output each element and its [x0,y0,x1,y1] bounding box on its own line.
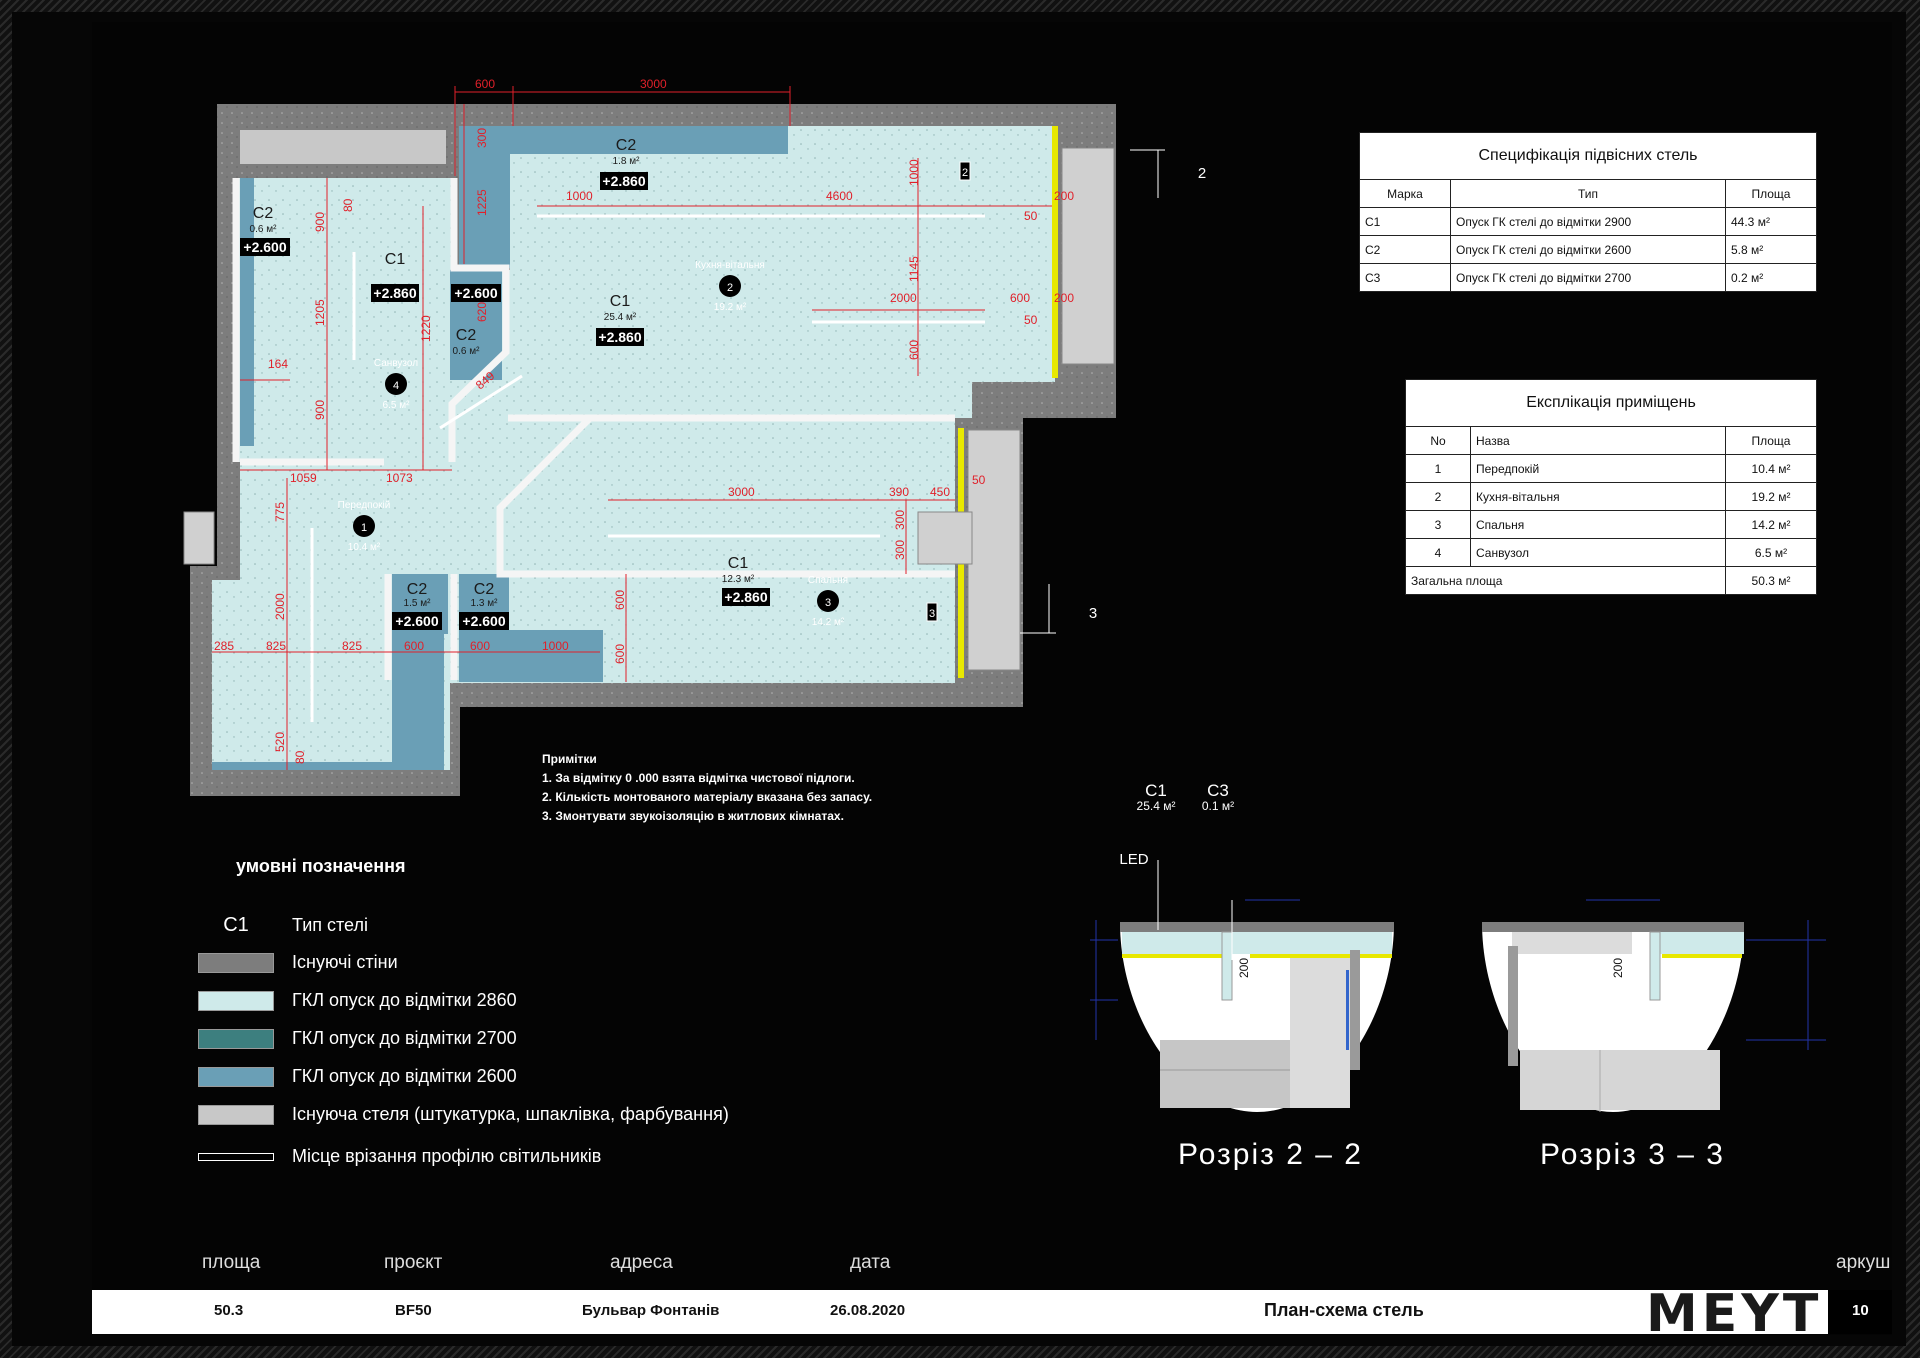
dim-600b: 600 [404,639,425,653]
rooms-cell: 1 [1406,455,1471,483]
legend-label: Існуючі стіни [292,952,398,972]
cut-3-label: 3 [1088,605,1098,622]
dim-200b: 200 [1054,291,1075,305]
dim-1000: 1000 [566,189,593,203]
rooms-table-caption: Експлікація приміщень [1406,380,1817,427]
notes-title: Примітки [542,752,597,766]
room-1-number: 1 [360,522,368,534]
dim-1225: 1225 [475,189,489,216]
spec-table-caption: Специфікація підвісних стель [1360,133,1817,180]
label-c2-b1: C2 [406,581,428,598]
cut-3-tag: 3 [928,608,936,620]
legend-label: Місце врізання профілю світильників [292,1146,602,1166]
label-c1-bed: C1 [727,555,749,572]
dim-900: 900 [313,211,327,232]
room-2-number: 2 [726,282,734,294]
label-c2-b1-area: 1.5 м² [403,598,431,609]
rooms-cell: 19.2 м² [1726,483,1817,511]
spec-cell: Опуск ГК стелі до відмітки 2900 [1451,208,1726,236]
note-item: 3. Змонтувати звукоізоляцію в житлових кімнатах. [542,809,844,823]
footer-value-project: BF50 [395,1302,432,1319]
section-label-c1: C1 [1145,781,1167,800]
spec-cell: 44.3 м² [1726,208,1817,236]
footer-label-sheet: аркуш [1836,1252,1891,1273]
level-c2-left: +2.600 [243,239,287,255]
dim-3000-top: 3000 [640,77,667,91]
dim-600: 600 [1010,291,1031,305]
level-c2-b1: +2.600 [395,613,439,629]
dim-849: 849 [472,368,498,393]
brand-logo: MEYT [1646,1284,1823,1344]
label-c2-top-area: 1.8 м² [612,156,640,167]
legend-label: ГКЛ опуск до відмітки 2700 [292,1028,517,1048]
footer-label-address: адреса [610,1252,673,1273]
footer-value-sheet: 10 [1852,1302,1869,1319]
dim-1000b: 1000 [542,639,569,653]
dim-450: 450 [930,485,951,499]
footer-label-date: дата [850,1252,891,1273]
level-c2-mid: +2.600 [454,285,498,301]
section-3-3-title: Розріз 3 – 3 [1540,1138,1725,1171]
label-c2-b2-area: 1.3 м² [470,598,498,609]
room-3-area: 14.2 м² [811,617,845,628]
dim-600c: 600 [470,639,491,653]
dim-900b: 900 [313,399,327,420]
dim-520: 520 [273,731,287,752]
rooms-total-label: Загальна площа [1406,567,1726,595]
label-c1-main-area: 25.4 м² [603,312,637,323]
footer-value-title: План-схема стель [1264,1300,1424,1320]
spec-header-area: Площа [1726,180,1817,208]
dim-825: 825 [266,639,287,653]
legend-title: умовні позначення [236,856,406,876]
section-label-c1-area: 25.4 м² [1136,799,1176,813]
note-item: 2. Кількість монтованого матеріалу вказана без запасу. [542,790,873,804]
section-label-c3: C3 [1207,781,1229,800]
rooms-header-no: No [1406,427,1471,455]
rooms-cell: Санвузол [1471,539,1726,567]
spec-cell: Опуск ГК стелі до відмітки 2700 [1451,264,1726,292]
dim-3000b: 3000 [728,485,755,499]
dim-80b: 80 [293,750,307,764]
room-3-name: Спальня [807,575,849,586]
section-label-c3-area: 0.1 м² [1201,799,1235,813]
dim-50: 50 [1024,209,1038,223]
dim-1205: 1205 [313,299,327,326]
section-label-led: LED [1119,851,1149,868]
dim-1220: 1220 [419,315,433,342]
level-c1-main: +2.860 [598,329,642,345]
room-2-area: 19.2 м² [713,302,747,313]
dim-1000v: 1000 [907,159,921,186]
label-c2-left: C2 [252,205,274,222]
dim-80: 80 [341,198,355,212]
rooms-cell: 2 [1406,483,1471,511]
legend-label: ГКЛ опуск до відмітки 2600 [292,1066,517,1086]
title-block [92,1290,1828,1334]
room-4-name: Санвузол [373,358,419,369]
section-3-3 [1482,900,1826,1112]
label-c2-mid: C2 [455,327,477,344]
footer-label-project: проєкт [384,1252,443,1273]
dim-775: 775 [273,501,287,522]
footer-label-area: площа [202,1252,261,1273]
rooms-cell: Спальня [1471,511,1726,539]
label-c1-left: C1 [384,251,406,268]
footer-value-area: 50.3 [214,1302,244,1319]
level-c2-b2: +2.600 [462,613,506,629]
dim-825b: 825 [342,639,363,653]
section-2-dim-200: 200 [1237,957,1251,978]
room-1-area: 10.4 м² [347,542,381,553]
section-2-2-title: Розріз 2 – 2 [1178,1138,1363,1171]
dim-2000v: 2000 [273,593,287,620]
dim-4600: 4600 [826,189,853,203]
rooms-total-value: 50.3 м² [1726,567,1817,595]
spec-cell: 5.8 м² [1726,236,1817,264]
dim-1073: 1073 [386,471,413,485]
cut-2-label: 2 [1197,165,1207,182]
dim-285: 285 [214,639,235,653]
rooms-cell: Кухня-вітальня [1471,483,1726,511]
spec-header-type: Тип [1451,180,1726,208]
legend-label: Тип стелі [292,915,368,935]
spec-cell: C2 [1360,236,1451,264]
label-c2-top: C2 [615,137,637,154]
rooms-cell: 10.4 м² [1726,455,1817,483]
dim-300: 300 [475,127,489,148]
label-c2-mid-area: 0.6 м² [452,346,480,357]
footer-value-address: Бульвар Фонтанів [582,1302,720,1319]
spec-cell: C1 [1360,208,1451,236]
label-c2-b2: C2 [473,581,495,598]
dim-1145: 1145 [907,256,921,282]
dim-2000: 2000 [890,291,917,305]
dim-1059: 1059 [290,471,317,485]
level-c1-bed: +2.860 [724,589,768,605]
label-c1-bed-area: 12.3 м² [721,574,755,585]
dim-600v4: 600 [613,643,627,664]
room-3-number: 3 [824,597,832,609]
rooms-cell: 14.2 м² [1726,511,1817,539]
rooms-cell: 4 [1406,539,1471,567]
section-3-dim-200: 200 [1611,957,1625,978]
legend-label: ГКЛ опуск до відмітки 2860 [292,990,517,1010]
dim-300v: 300 [893,509,907,530]
rooms-cell: 6.5 м² [1726,539,1817,567]
section-2-2 [1090,781,1394,1112]
dim-50c: 50 [972,473,986,487]
dim-300v2: 300 [893,539,907,560]
dim-390: 390 [889,485,910,499]
dim-620: 620 [475,301,489,322]
level-c1-left: +2.860 [373,285,417,301]
footer-value-date: 26.08.2020 [830,1302,906,1319]
label-c1-main: C1 [609,293,631,310]
legend-label: Існуюча стеля (штукатурка, шпаклівка, фарбування) [292,1104,729,1124]
spec-header-mark: Марка [1360,180,1451,208]
room-4-area: 6.5 м² [382,400,410,411]
label-c2-left-area: 0.6 м² [249,224,277,235]
rooms-header-name: Назва [1471,427,1726,455]
dim-600-top: 600 [475,77,496,91]
spec-cell: C3 [1360,264,1451,292]
dim-600v: 600 [907,339,921,360]
legend-type-code: C1 [223,914,249,936]
spec-cell: 0.2 м² [1726,264,1817,292]
room-4-number: 4 [392,380,400,392]
dim-200: 200 [1054,189,1075,203]
room-2-name: Кухня-вітальня [695,260,765,271]
spec-cell: Опуск ГК стелі до відмітки 2600 [1451,236,1726,264]
cut-2-tag: 2 [961,167,969,179]
dim-164: 164 [268,357,289,371]
dim-50b: 50 [1024,313,1038,327]
rooms-cell: 3 [1406,511,1471,539]
room-1-name: Передпокій [337,500,391,511]
rooms-header-area: Площа [1726,427,1817,455]
rooms-cell: Передпокій [1471,455,1726,483]
level-c2-top: +2.860 [602,173,646,189]
dim-600v3: 600 [613,589,627,610]
note-item: 1. За відмітку 0 .000 взята відмітка чистової підлоги. [542,771,855,785]
